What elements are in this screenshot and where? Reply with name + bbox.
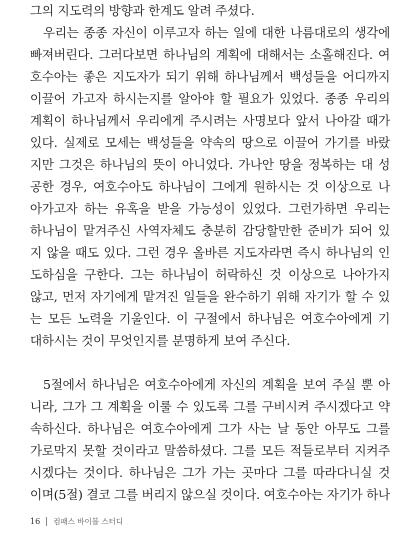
text-line: 지만 그것은 하나님의 뜻이 아니었다. 가나안 땅을 정복하는 대 성 bbox=[30, 157, 390, 172]
text-line: 그의 지도력의 방향과 한계도 알려 주셨다. bbox=[30, 3, 255, 18]
text-line: 아가고자 하는 유혹을 받을 가능성이 있었다. 그런가하면 우리는 bbox=[30, 201, 390, 216]
text-line: 이며(5절) 결코 그를 버리지 않으실 것이다. 여호수아는 자기가 하나 bbox=[30, 487, 390, 502]
text-line: 빠져버린다. 그러다보면 하나님의 계획에 대해서는 소홀해진다. 여 bbox=[30, 47, 390, 62]
page-number: 16 bbox=[30, 516, 41, 526]
book-title: 컴패스 바이블 스터디 bbox=[53, 516, 124, 526]
footer-divider bbox=[46, 517, 47, 526]
text-line: 시겠다는 것이다. 하나님은 그가 가는 곳마다 그를 따라다니실 것 bbox=[30, 465, 390, 480]
text-line: 속하신다. 하나님은 여호수아에게 그가 사는 날 동안 아무도 그를 bbox=[30, 421, 390, 436]
text-line: 않고, 먼저 자기에게 맡겨진 일들을 완수하기 위해 자기가 할 수 있 bbox=[30, 289, 390, 304]
text-line: 는 모든 노력을 기울인다. 이 구절에서 하나님은 여호수아에게 기 bbox=[30, 311, 390, 326]
text-line: 있다. 실제로 모세는 백성들을 약속의 땅으로 이끌어 가기를 바랐 bbox=[30, 135, 390, 150]
body-text bbox=[30, 0, 390, 506]
text-line: 우리는 종종 자신이 이루고자 하는 일에 대한 나름대로의 생각에 bbox=[43, 25, 390, 40]
text-line: 대하시는 것이 무엇인지를 분명하게 보여 주신다. bbox=[30, 333, 291, 348]
text-line: 계획이 하나님께서 우리에게 주시려는 사명보다 앞서 나아갈 때가 bbox=[30, 113, 390, 128]
page-footer bbox=[30, 514, 123, 528]
text-line: 지 않을 때도 있다. 그런 경우 올바른 지도자라면 즉시 하나님의 인 bbox=[30, 245, 390, 260]
text-line: 가로막지 못할 것이라고 말씀하셨다. 그를 모든 적들로부터 지켜주 bbox=[30, 443, 390, 458]
text-line: 도하심을 구한다. 그는 하나님이 허락하신 것 이상으로 나아가지 bbox=[30, 267, 390, 282]
text-line: 5절에서 하나님은 여호수아에게 자신의 계획을 보여 주실 뿐 아 bbox=[43, 377, 390, 392]
text-line: 하나님이 맡겨주신 사역자체도 충분히 감당할만한 준비가 되어 있 bbox=[30, 223, 390, 238]
text-line: 호수아는 좋은 지도자가 되기 위해 하나님께서 백성들을 어디까지 bbox=[30, 69, 390, 84]
text-line: 이끌어 가고자 하시는지를 알아야 할 필요가 있었다. 종종 우리의 bbox=[30, 91, 390, 106]
text-line: 니라, 그가 그 계획을 이룰 수 있도록 그를 구비시켜 주시겠다고 약 bbox=[30, 399, 390, 414]
text-line: 공한 경우, 여호수아도 하나님이 그에게 원하시는 것 이상으로 나 bbox=[30, 179, 390, 194]
